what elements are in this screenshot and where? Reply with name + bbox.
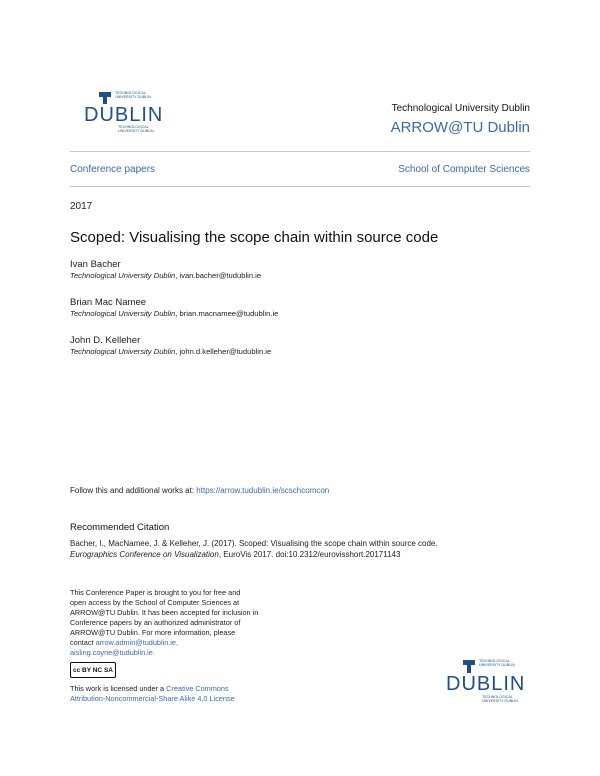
citation-heading: Recommended Citation [70, 522, 170, 533]
citation-doi: , EuroVis 2017. doi:10.2312/eurovisshort.20171143 [218, 550, 401, 559]
nav-divider [70, 186, 530, 187]
author-name: Ivan Bacher [70, 259, 121, 270]
author-affiliation: Technological University Dublin [70, 271, 176, 280]
author-email: , john.d.kelleher@tudublin.ie [175, 347, 272, 356]
cc-badge-text: cc BY NC SA [73, 666, 113, 674]
notice-line: This Conference Paper is brought to you for free and [70, 588, 241, 597]
citation-venue: Eurographics Conference on Visualization [70, 550, 219, 559]
repository-link[interactable]: ARROW@TU Dublin [390, 119, 530, 136]
author-affiliation: Technological University Dublin [70, 309, 176, 318]
citation-line-2 [70, 549, 540, 560]
author-email: , ivan.bacher@tudublin.ie [175, 271, 262, 280]
institution-name: Technological University Dublin [391, 103, 530, 114]
school-link[interactable]: School of Computer Sciences [398, 164, 530, 175]
author-email: , brian.macnamee@tudublin.ie [175, 309, 279, 318]
tu-dublin-logo [84, 92, 166, 134]
license-line-1 [70, 684, 330, 694]
license-prefix: This work is licensed under a [70, 684, 167, 693]
notice-line: ARROW@TU Dublin. It has been accepted for inclusion in [70, 608, 259, 617]
author-affiliation: Technological University Dublin [70, 347, 176, 356]
citation-text [70, 538, 540, 560]
license-text [70, 684, 330, 704]
author-affiliation-line [70, 347, 530, 357]
logo-small-text: TECHNOLOGICAL UNIVERSITY DUBLIN [115, 91, 151, 99]
author-affiliation-line [70, 309, 530, 319]
logo-t-stem [467, 664, 471, 673]
paper-title: Scoped: Visualising the scope chain within source code [70, 229, 439, 246]
license-link-1[interactable]: Creative Commons [166, 684, 229, 693]
top-divider [70, 151, 530, 152]
contact-email-1[interactable]: arrow.admin@tudublin.ie, [95, 638, 179, 647]
logo-small-text: TECHNOLOGICAL UNIVERSITY DUBLIN [479, 659, 515, 667]
logo-t-stem [103, 96, 107, 104]
contact-email-2[interactable]: aisling.coyne@tudublin.ie. [70, 648, 155, 657]
author-affiliation-line [70, 271, 530, 281]
logo-word: DUBLIN [84, 104, 164, 126]
citation-line-1: Bacher, I., MacNamee, J. & Kelleher, J. (2017). Scoped: Visualising the scope chain within source code. [70, 539, 438, 548]
author-list [70, 258, 530, 372]
author-block [70, 334, 530, 372]
author-name: Brian Mac Namee [70, 297, 147, 308]
follow-link[interactable]: https://arrow.tudublin.ie/scschcomcon [196, 486, 330, 495]
follow-line [70, 486, 329, 495]
notice-line: Conference papers by an authorized administrator of [70, 618, 241, 627]
author-block [70, 296, 530, 334]
follow-text: Follow this and additional works at: [70, 486, 197, 495]
logo-small-text-2: TECHNOLOGICAL UNIVERSITY DUBLIN [482, 695, 518, 703]
notice-line: open access by the School of Computer Sciences at [70, 598, 240, 607]
logo-small-text-2: TECHNOLOGICAL UNIVERSITY DUBLIN [118, 125, 154, 133]
year: 2017 [70, 201, 93, 212]
tu-dublin-logo-bottom [446, 660, 530, 704]
cc-license-badge[interactable] [70, 662, 116, 678]
author-block [70, 258, 530, 296]
conference-papers-link[interactable]: Conference papers [70, 164, 156, 175]
notice-line: ARROW@TU Dublin. For more information, please [70, 628, 236, 637]
author-name: John D. Kelleher [70, 335, 141, 346]
license-link-2[interactable]: Attribution-Noncommercial-Share Alike 4.0 License [70, 694, 235, 703]
notice-contact: contact [70, 638, 96, 647]
notice-line [70, 638, 310, 648]
open-access-notice [70, 588, 310, 658]
logo-word: DUBLIN [446, 673, 526, 695]
